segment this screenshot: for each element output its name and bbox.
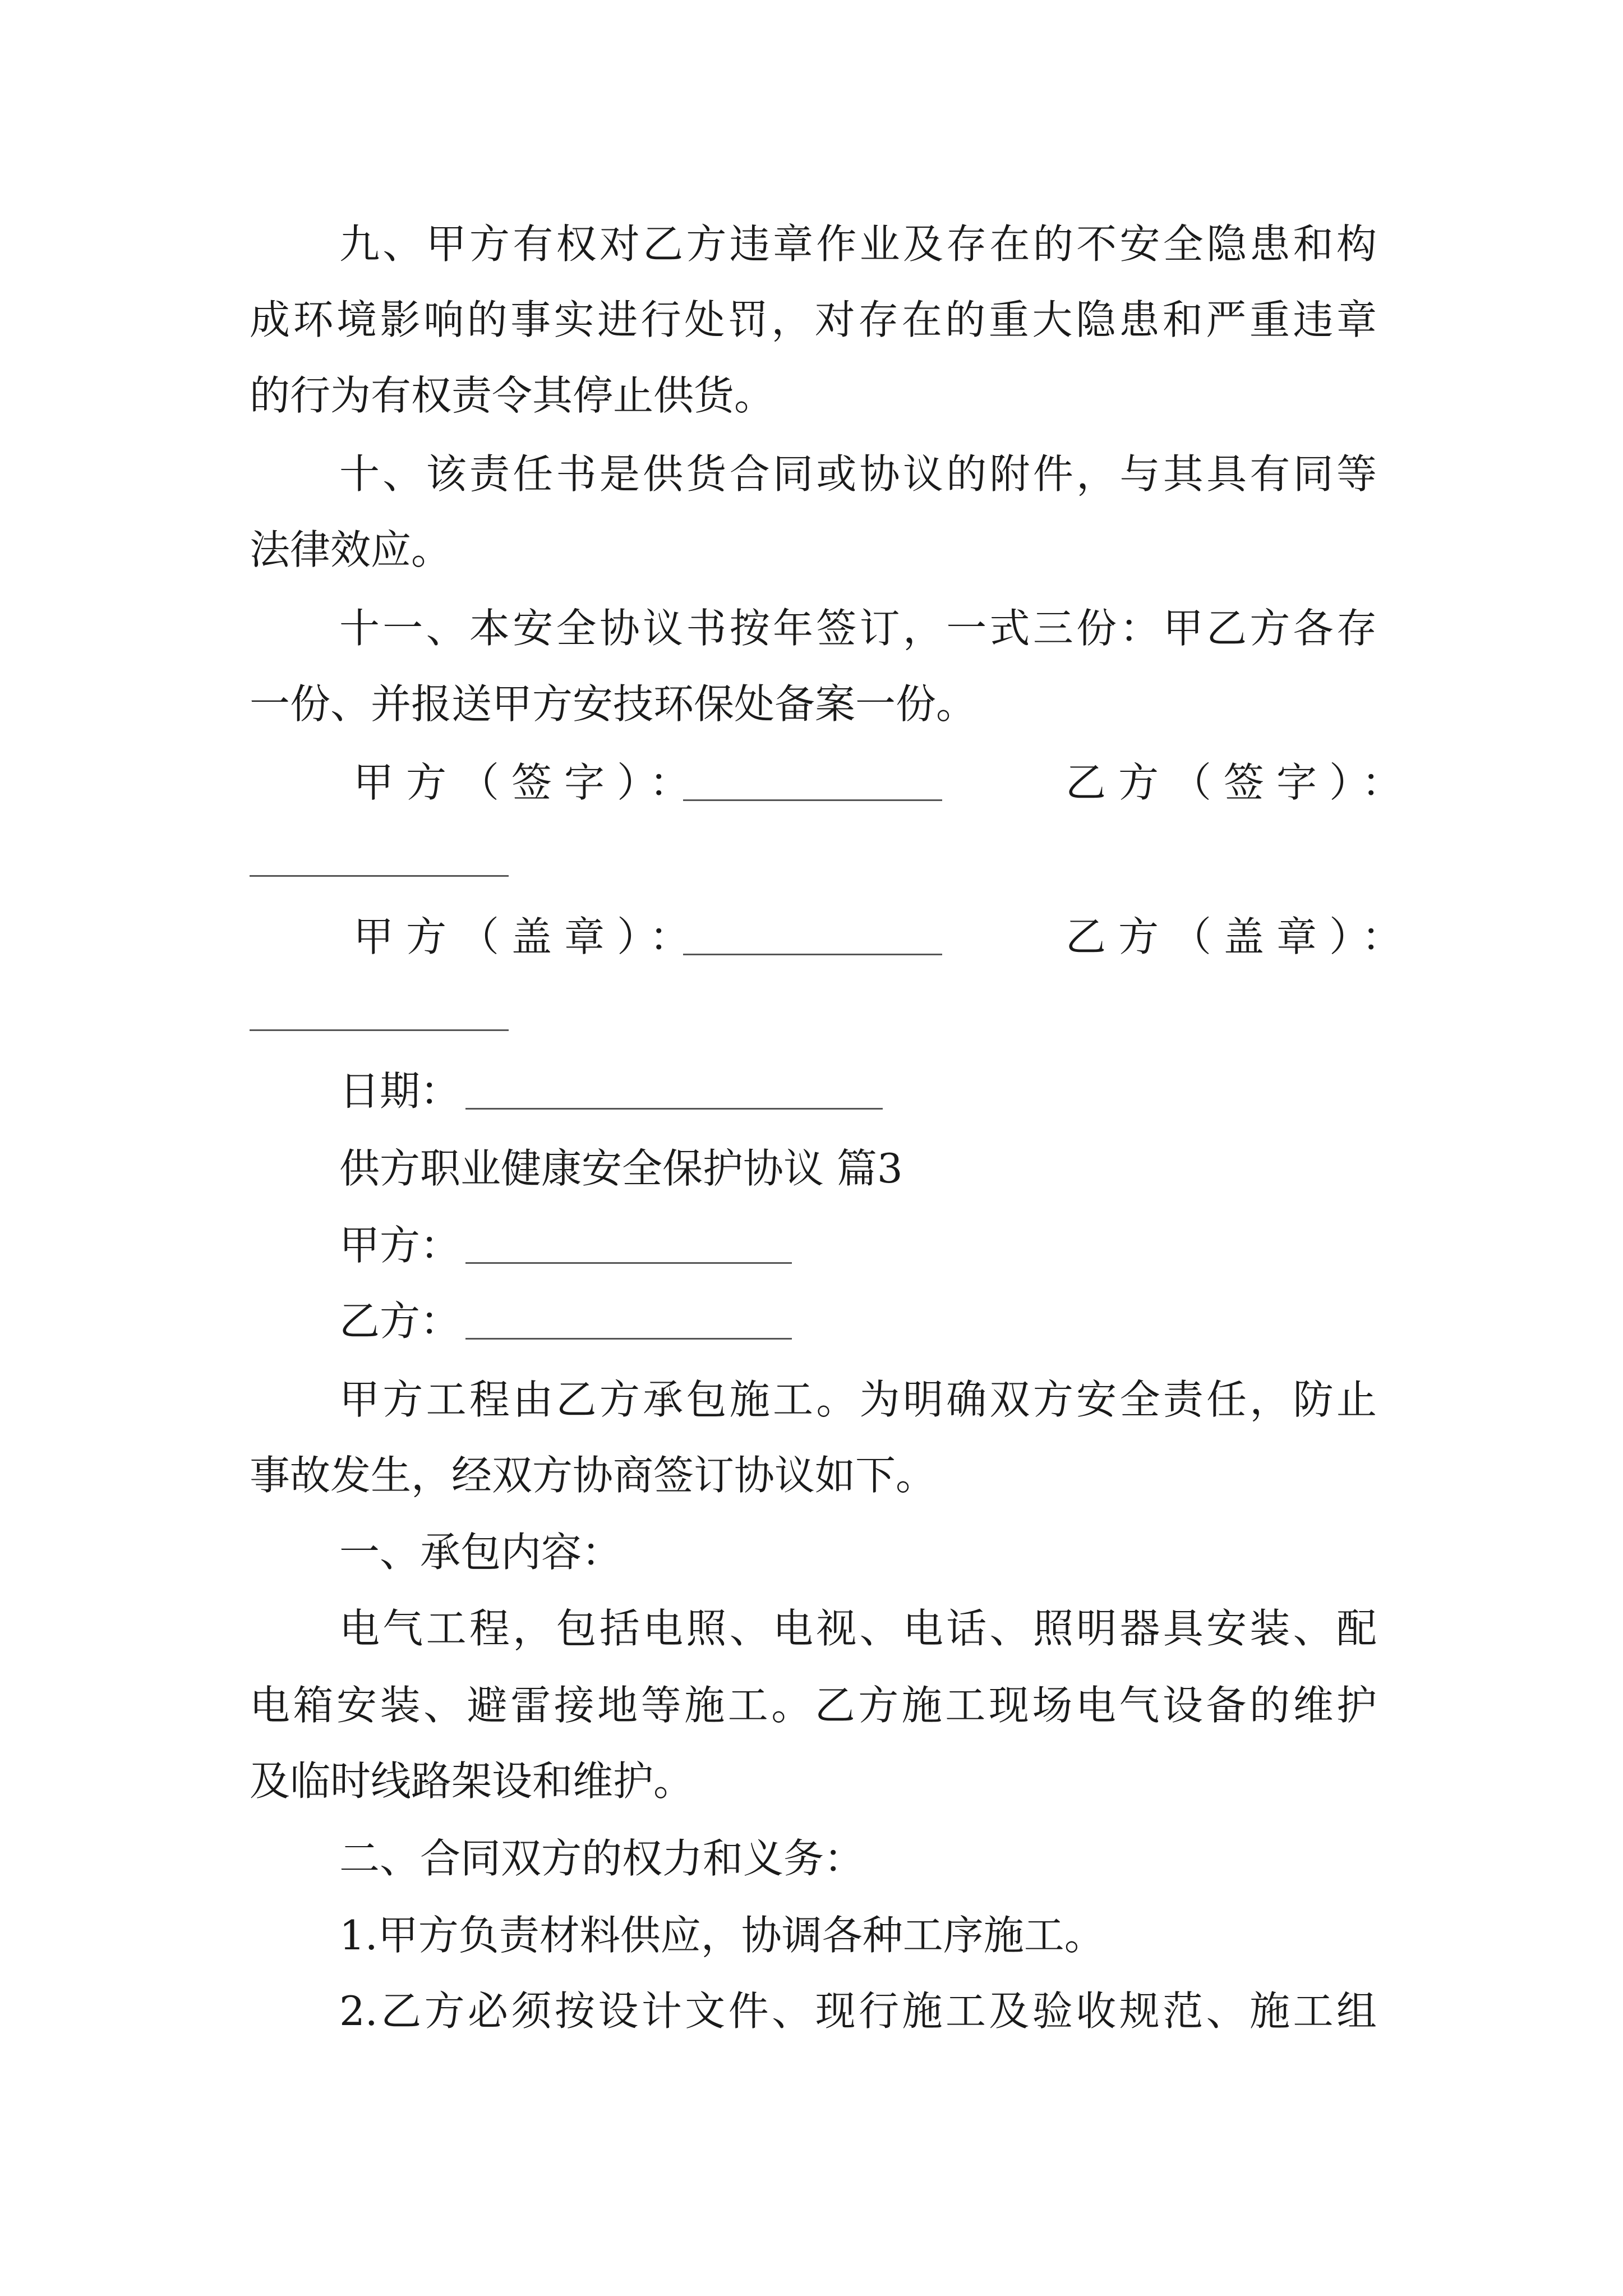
date-blank [465, 1108, 883, 1110]
party-b-seal-blank [250, 1029, 509, 1031]
item2-point2: 2.乙方必须按设计文件、现行施工及验收规范、施工组 [339, 1987, 1377, 2035]
para10-line1: 十、该责任书是供货合同或协议的附件，与其具有同等 [339, 450, 1377, 498]
intro-line2: 事故发生，经双方协商签订协议如下。 [250, 1452, 937, 1499]
date-label: 日期： [339, 1068, 461, 1115]
intro-line1: 甲方工程由乙方承包施工。为明确双方安全责任，防止 [339, 1376, 1377, 1423]
item1-line3: 及临时线路架设和维护。 [250, 1757, 694, 1805]
para9-line1: 九、甲方有权对乙方违章作业及存在的不安全隐患和构 [339, 220, 1377, 268]
item2-point1: 1.甲方负责材料供应，协调各种工序施工。 [339, 1912, 1105, 1959]
party-b-signature-label: 乙方（签字）： [1066, 759, 1415, 806]
para11-line2: 一份、并报送甲方安技环保处备案一份。 [250, 680, 977, 728]
para11-line1: 十一、本安全协议书按年签订，一式三份：甲乙方各存 [339, 605, 1377, 652]
para10-line2: 法律效应。 [250, 526, 452, 573]
para9-line2: 成环境影响的事实进行处罚，对存在的重大隐患和严重违章 [250, 296, 1377, 343]
section3-party-b-blank [465, 1338, 792, 1340]
para9-line3: 的行为有权责令其停止供货。 [250, 372, 775, 419]
party-a-signature-label: 甲方（签字）： [353, 759, 703, 806]
party-a-seal-blank [683, 954, 942, 955]
item1-heading: 一、承包内容： [339, 1529, 623, 1576]
item1-line2: 电箱安装、避雷接地等施工。乙方施工现场电气设备的维护 [250, 1682, 1377, 1729]
party-b-signature-blank [250, 875, 509, 877]
section3-party-a-label: 甲方： [339, 1222, 461, 1269]
item2-heading: 二、合同双方的权力和义务： [339, 1835, 865, 1882]
party-a-seal-label: 甲方（盖章）： [353, 913, 703, 960]
section3-party-b-label: 乙方： [339, 1297, 461, 1345]
party-a-signature-blank [683, 799, 942, 801]
section3-title: 供方职业健康安全保护协议 篇3 [339, 1145, 903, 1192]
party-b-seal-label: 乙方（盖章）： [1066, 913, 1415, 960]
item1-line1: 电气工程，包括电照、电视、电话、照明器具安装、配 [339, 1605, 1377, 1652]
section3-party-a-blank [465, 1262, 792, 1264]
